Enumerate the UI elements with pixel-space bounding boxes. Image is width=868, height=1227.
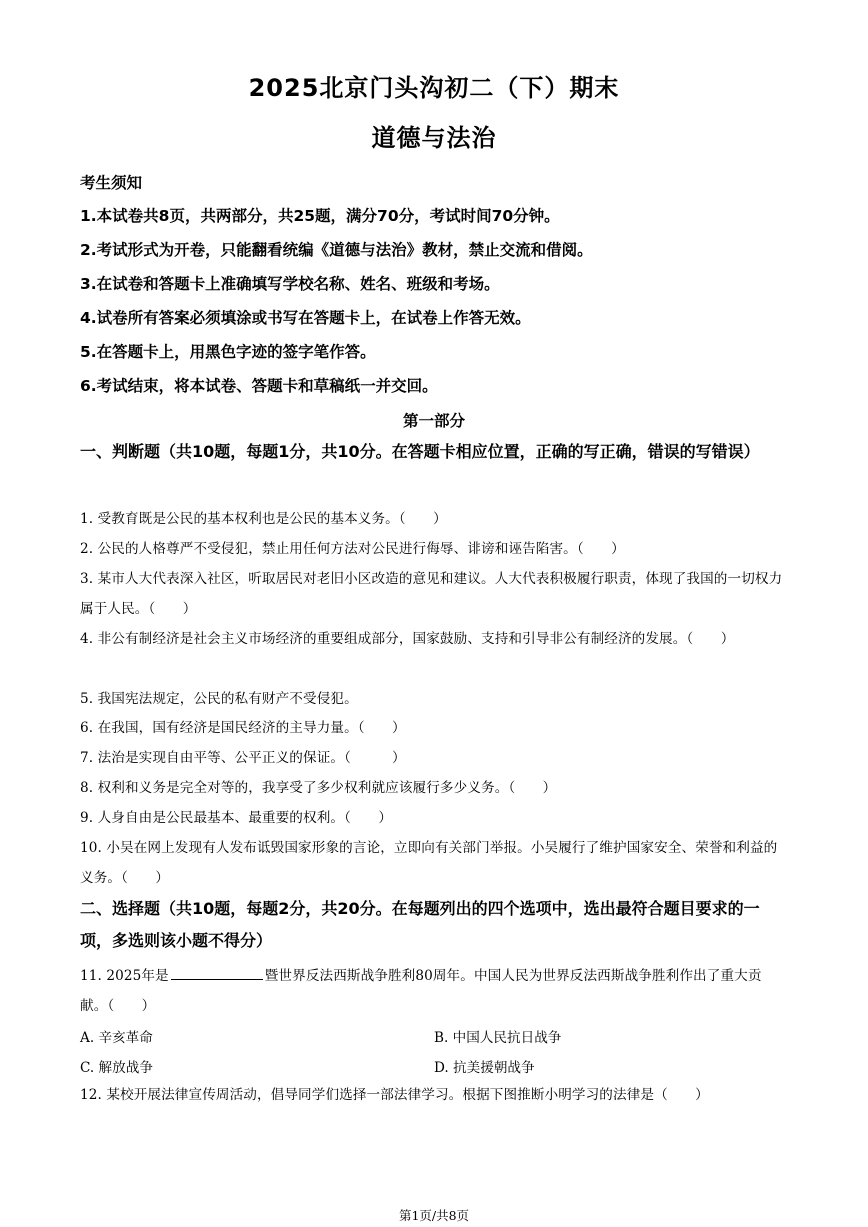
answer-blank <box>171 965 263 980</box>
question-11-start: 11. 2025年是 <box>80 968 169 984</box>
question-10: 10. 小吴在网上发现有人发布诋毁国家形象的言论，立即向有关部门举报。小吴履行了维护国家安全、荣誉和利益的义务。（ ） <box>80 840 778 886</box>
notice-heading: 考生须知 <box>80 174 143 192</box>
part-one-heading: 第一部分 <box>402 412 465 430</box>
question-11 <box>80 961 788 1021</box>
question-11-end: 暨世界反法西斯战争胜利80周年。中国人民为世界反法西斯战争胜利作出了重大贡献。（ ） <box>80 968 762 1014</box>
notice-item: 2.考试形式为开卷，只能翻看统编《道德与法治》教材，禁止交流和借阅。 <box>80 241 593 259</box>
section-choice-heading: 二、选择题（共10题，每题2分，共20分。在每题列出的四个选项中，选出最符合题目要求的一项，多选则该小题不得分） <box>80 899 760 950</box>
question-7: 7. 法治是实现自由平等、公平正义的保证。（ ） <box>80 750 406 766</box>
notice-item: 4.试卷所有答案必须填涂或书写在答题卡上，在试卷上作答无效。 <box>80 309 531 327</box>
question-4: 4. 非公有制经济是社会主义市场经济的重要组成部分，国家鼓励、支持和引导非公有制经济的发展。（ ） <box>80 631 735 647</box>
question-6: 6. 在我国，国有经济是国民经济的主导力量。（ ） <box>80 720 406 736</box>
question-2: 2. 公民的人格尊严不受侵犯，禁止用任何方法对公民进行侮辱、诽谤和诬告陷害。（ ） <box>80 541 625 557</box>
exam-title: 2025北京门头沟初二（下）期末 <box>248 74 620 102</box>
question-5: 5. 我国宪法规定，公民的私有财产不受侵犯。 <box>80 691 358 707</box>
notice-item: 6.考试结束，将本试卷、答题卡和草稿纸一并交回。 <box>80 377 438 395</box>
question-3: 3. 某市人大代表深入社区，听取居民对老旧小区改造的意见和建议。人大代表积极履行职责，体现了我国的一切权力属于人民。（ ） <box>80 571 783 617</box>
notice-item: 1.本试卷共8页，共两部分，共25题，满分70分，考试时间70分钟。 <box>80 207 560 225</box>
section-judgment-heading: 一、判断题（共10题，每题1分，共10分。在答题卡相应位置，正确的写正确，错误的写错误） <box>80 442 760 461</box>
option-b: B. 中国人民抗日战争 <box>434 1030 562 1046</box>
question-12: 12. 某校开展法律宣传周活动，倡导同学们选择一部法律学习。根据下图推断小明学习的法律是（ ） <box>80 1087 709 1103</box>
question-1: 1. 受教育既是公民的基本权利也是公民的基本义务。（ ） <box>80 511 447 527</box>
option-d: D. 抗美援朝战争 <box>434 1060 535 1076</box>
question-8: 8. 权利和义务是完全对等的，我享受了多少权利就应该履行多少义务。（ ） <box>80 780 557 796</box>
question-9: 9. 人身自由是公民最基本、最重要的权利。（ ） <box>80 810 393 826</box>
page-footer: 第1页/共8页 <box>398 1208 470 1223</box>
notice-item: 3.在试卷和答题卡上准确填写学校名称、姓名、班级和考场。 <box>80 275 500 293</box>
notice-item: 5.在答题卡上，用黑色字迹的签字笔作答。 <box>80 343 376 361</box>
exam-subject: 道德与法治 <box>371 124 497 152</box>
option-a: A. 辛亥革命 <box>80 1030 153 1046</box>
option-c: C. 解放战争 <box>80 1060 153 1076</box>
